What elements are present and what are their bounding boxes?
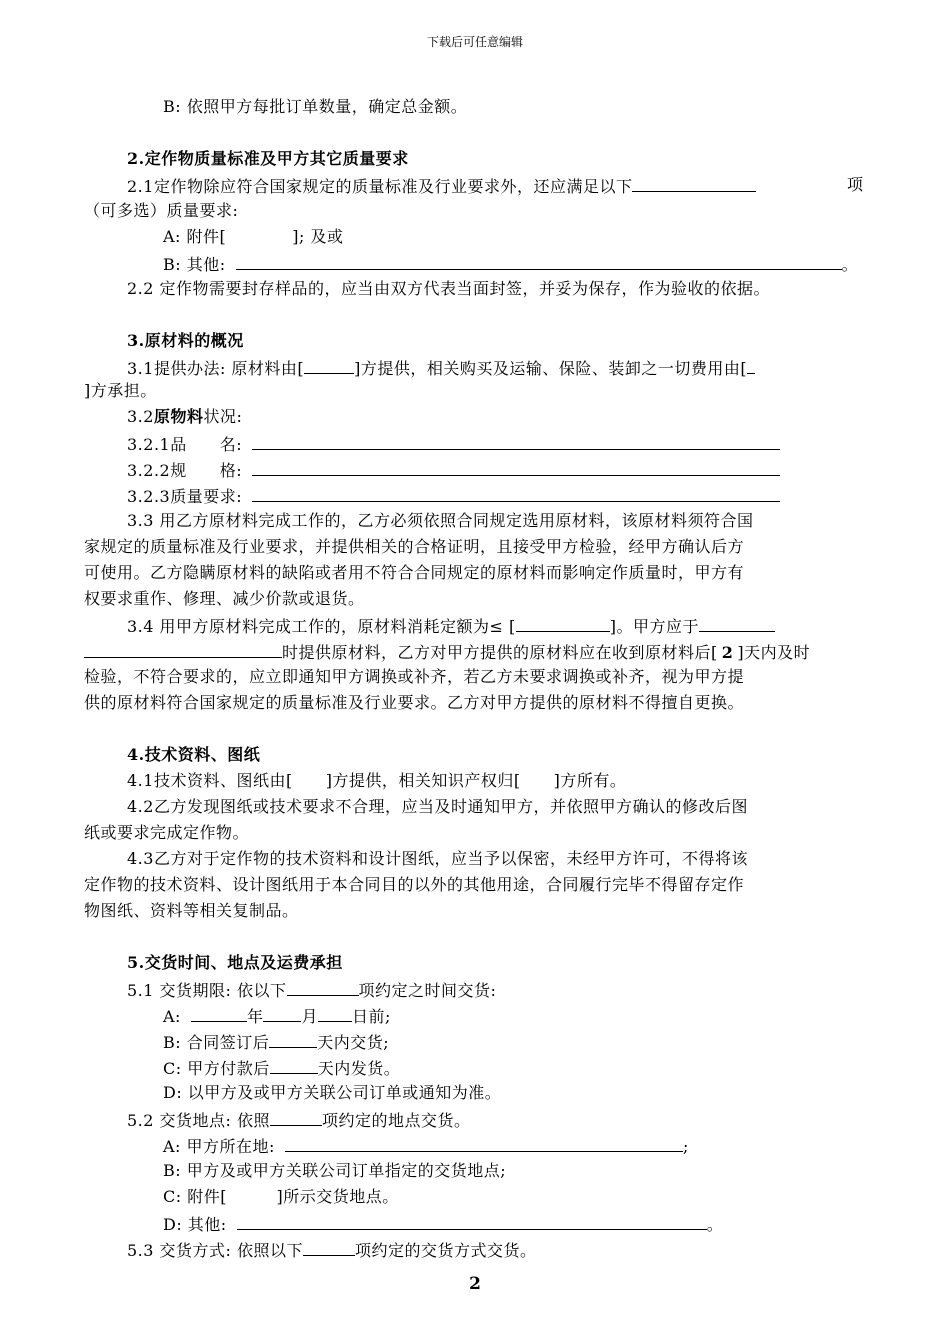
clause-3-4-l1 bbox=[127, 614, 775, 638]
clause-2-1-text: 2.1定作物除应符合国家规定的质量标准及行业要求外，还应满足以下 bbox=[127, 177, 633, 196]
option-2-b-label: B: 其他: bbox=[163, 255, 226, 274]
option-2-a: A: 附件[ ]; 及或 bbox=[163, 227, 344, 246]
clause-5-3-b: 项约定的交货方式交货。 bbox=[355, 1241, 537, 1260]
option-5-1-b-a: B: 合同签订后 bbox=[163, 1033, 270, 1052]
blank-field bbox=[632, 174, 756, 192]
month-label: 月 bbox=[301, 1007, 318, 1026]
blank-field bbox=[304, 356, 354, 374]
clause-3-4-l4: 供的原材料符合国家规定的质量标准及行业要求。乙方对甲方提供的原材料不得擅自更换。 bbox=[84, 693, 745, 712]
blank-field bbox=[516, 614, 610, 632]
blank-field bbox=[237, 1212, 707, 1230]
section-5-title: 5.交货时间、地点及运费承担 bbox=[127, 953, 343, 972]
option-5-2-a-label: A: 甲方所在地: bbox=[163, 1137, 275, 1156]
clause-5-3-a: 5.3 交货方式: 依照以下 bbox=[127, 1241, 304, 1260]
clause-5-2-b: 项约定的地点交货。 bbox=[322, 1111, 471, 1130]
item-b-total: B: 依照甲方每批订单数量，确定总金额。 bbox=[163, 97, 468, 116]
blank-field bbox=[303, 1238, 355, 1256]
blank-field bbox=[84, 640, 282, 658]
clause-3-4-l3: 检验，不符合要求的，应立即通知甲方调换或补齐，若乙方未要求调换或补齐，视为甲方提 bbox=[84, 667, 745, 686]
blank-field bbox=[287, 978, 359, 996]
blank-field bbox=[270, 1108, 322, 1126]
blank-field bbox=[318, 1004, 352, 1022]
clause-2-1-cont: （可多选）质量要求: bbox=[84, 201, 239, 220]
blank-field bbox=[236, 252, 842, 270]
clause-3-2-num: 3.2 bbox=[127, 407, 154, 426]
clause-3-2-1 bbox=[127, 432, 780, 456]
blank-field bbox=[252, 458, 780, 476]
clause-2-2: 2.2 定作物需要封存样品的，应当由双方代表当面封签，并妥为保存，作为验收的依据。 bbox=[127, 279, 771, 298]
clause-4-3-l2: 定作物的技术资料、设计图纸用于本合同目的以外的其他用途，合同履行完毕不得留存定作 bbox=[84, 875, 745, 894]
section-3-title: 3.原材料的概况 bbox=[127, 331, 244, 350]
clause-3-2-3-label: 3.2.3质量要求: bbox=[127, 487, 243, 506]
option-5-2-b: B: 甲方及或甲方关联公司订单指定的交货地点; bbox=[163, 1161, 507, 1180]
option-5-1-d: D: 以甲方及或甲方关联公司订单或通知为准。 bbox=[163, 1083, 502, 1102]
clause-3-3-l3: 可使用。乙方隐瞒原材料的缺陷或者用不符合合同规定的原材料而影响定作质量时，甲方有 bbox=[84, 563, 745, 582]
clause-4-2-l1: 4.2乙方发现图纸或技术要求不合理，应当及时通知甲方，并依照甲方确认的修改后图 bbox=[127, 797, 748, 816]
option-5-1-a bbox=[163, 1004, 391, 1028]
clause-5-1-a: 5.1 交货期限: 依以下 bbox=[127, 981, 287, 1000]
option-5-2-d-label: D: 其他: bbox=[163, 1215, 227, 1234]
clause-3-3-l1: 3.3 用乙方原材料完成工作的，乙方必须依照合同规定选用原材料，该原材料须符合国 bbox=[127, 511, 754, 530]
clause-3-2-3 bbox=[127, 484, 780, 508]
clause-5-1-b: 项约定之时间交货: bbox=[358, 981, 497, 1000]
clause-3-3-l2: 家规定的质量标准及行业要求，并提供相关的合格证明，且接受甲方检验，经甲方确认后方 bbox=[84, 537, 745, 556]
option-5-2-d-end: 。 bbox=[706, 1215, 724, 1234]
year-label: 年 bbox=[246, 1007, 264, 1026]
clause-3-4-a: 3.4 用甲方原材料完成工作的，原材料消耗定额为≤ [ bbox=[127, 617, 516, 636]
blank-field bbox=[270, 1056, 318, 1074]
clause-3-1-a: 3.1提供办法: 原材料由[ bbox=[127, 359, 305, 378]
clause-3-2 bbox=[127, 406, 242, 428]
option-5-1-a-label: A: bbox=[163, 1007, 181, 1026]
clause-3-4-l2 bbox=[84, 640, 810, 664]
clause-3-1 bbox=[127, 356, 755, 380]
clause-4-3-l1: 4.3乙方对于定作物的技术资料和设计图纸，应当予以保密，未经甲方许可，不得将该 bbox=[127, 849, 748, 868]
clause-3-2-bold: 原物料 bbox=[153, 407, 204, 426]
clause-2-1 bbox=[127, 174, 864, 198]
day-label: 日前; bbox=[351, 1007, 391, 1026]
clause-2-1-suffix: 项 bbox=[847, 175, 864, 194]
blank-field bbox=[252, 432, 780, 450]
blank-field bbox=[252, 484, 780, 502]
option-2-b-end: 。 bbox=[841, 255, 859, 274]
blank-field bbox=[269, 1030, 317, 1048]
section-2-title: 2.定作物质量标准及甲方其它质量要求 bbox=[127, 149, 409, 168]
option-5-1-c bbox=[163, 1056, 400, 1080]
page-number: 2 bbox=[469, 1274, 481, 1294]
clause-5-3 bbox=[127, 1238, 537, 1262]
blank-field bbox=[747, 356, 755, 374]
option-5-2-c: C: 附件[ ]所示交货地点。 bbox=[163, 1187, 399, 1206]
blank-field bbox=[285, 1134, 683, 1152]
blank-field bbox=[699, 614, 775, 632]
clause-4-2-l2: 纸或要求完成定作物。 bbox=[84, 823, 250, 842]
option-5-1-b bbox=[163, 1030, 389, 1054]
clause-3-4-b: ]。甲方应于 bbox=[609, 617, 700, 636]
clause-5-1 bbox=[127, 978, 496, 1002]
clause-3-3-l4: 权要求重作、修理、减少价款或退货。 bbox=[84, 589, 365, 608]
blank-field bbox=[263, 1004, 301, 1022]
option-5-1-c-a: C: 甲方付款后 bbox=[163, 1059, 270, 1078]
clause-3-2-1-label: 3.2.1品 名: bbox=[127, 435, 243, 454]
option-2-b bbox=[163, 252, 858, 276]
blank-field bbox=[191, 1004, 247, 1022]
days-value: 2 bbox=[721, 643, 734, 662]
option-5-2-a bbox=[163, 1134, 689, 1158]
clause-3-2-2-label: 3.2.2规 格: bbox=[127, 461, 243, 480]
clause-3-1-cont: ]方承担。 bbox=[84, 381, 157, 400]
clause-5-2-a: 5.2 交货地点: 依照 bbox=[127, 1111, 271, 1130]
option-5-1-b-b: 天内交货; bbox=[317, 1033, 390, 1052]
section-4-title: 4.技术资料、图纸 bbox=[127, 745, 261, 764]
clause-3-4-d: ]天内及时 bbox=[737, 643, 811, 662]
clause-3-2-2 bbox=[127, 458, 780, 482]
page-header: 下载后可任意编辑 bbox=[426, 35, 523, 49]
clause-3-2-rest: 状况: bbox=[203, 407, 243, 426]
clause-3-4-c: 时提供原材料，乙方对甲方提供的原材料应在收到原材料后[ bbox=[282, 643, 718, 662]
option-5-2-d bbox=[163, 1212, 723, 1236]
option-5-2-a-end: ; bbox=[682, 1137, 689, 1156]
option-5-1-c-b: 天内发货。 bbox=[317, 1059, 401, 1078]
clause-3-1-b: ]方提供，相关购买及运输、保险、装卸之一切费用由[ bbox=[354, 359, 748, 378]
clause-5-2 bbox=[127, 1108, 471, 1132]
clause-4-1: 4.1技术资料、图纸由[ ]方提供，相关知识产权归[ ]方所有。 bbox=[127, 771, 627, 790]
clause-4-3-l3: 物图纸、资料等相关复制品。 bbox=[84, 901, 299, 920]
